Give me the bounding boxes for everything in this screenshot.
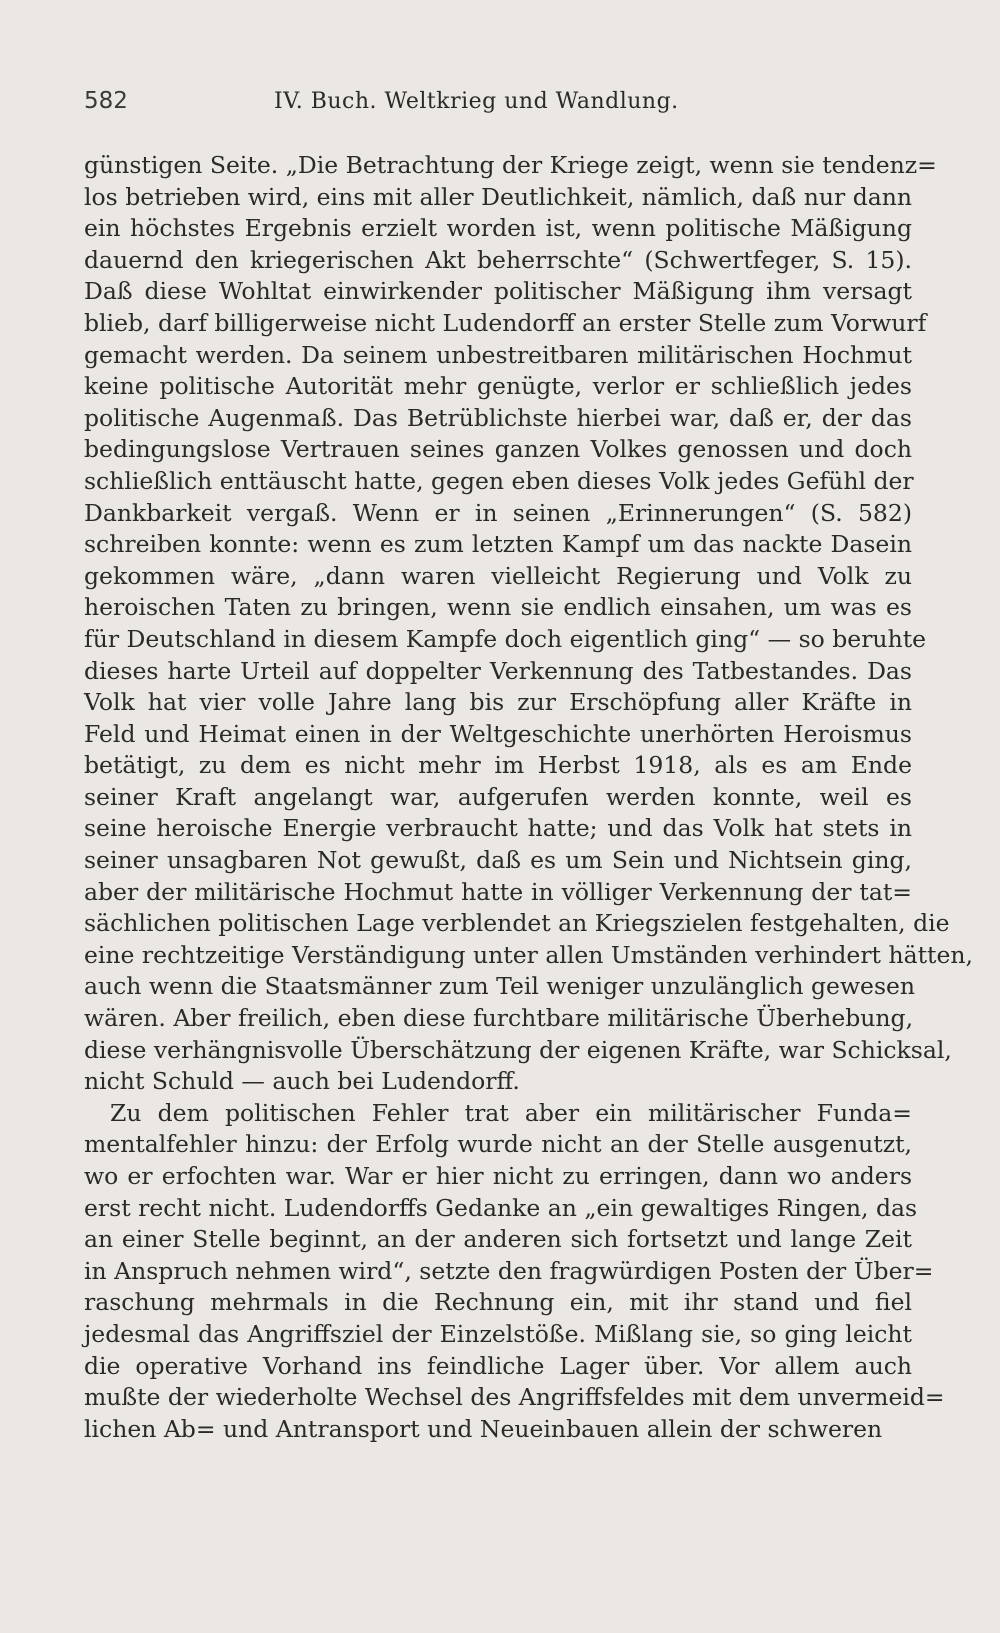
text-line: erst recht nicht. Ludendorffs Gedanke an „ein gewaltiges Ringen, das [84, 1193, 918, 1222]
text-line: in Anspruch nehmen wird“, setzte den fragwürdigen Posten der Über= [84, 1256, 934, 1285]
text-line: lichen Ab= und Antransport und Neueinbauen allein der schweren [84, 1414, 883, 1443]
text-line: schreiben konnte: wenn es zum letzten Kampf um das nackte Dasein [84, 530, 912, 559]
text-line: auch wenn die Staatsmänner zum Teil weniger unzulänglich gewesen [84, 972, 916, 1001]
text-line: dauernd den kriegerischen Akt beherrschte“ (Schwertfeger, S. 15). [84, 245, 912, 274]
paragraph [84, 150, 974, 1098]
text-line: dieses harte Urteil auf doppelter Verkennung des Tatbestandes. Das [84, 656, 912, 685]
text-line: aber der militärische Hochmut hatte in völliger Verkennung der tat= [84, 877, 912, 906]
text-line: sächlichen politischen Lage verblendet an Kriegszielen festgehalten, die [84, 909, 950, 938]
page-header [84, 88, 912, 130]
text-line: gemacht werden. Da seinem unbestreitbaren militärischen Hochmut [84, 340, 912, 369]
page-number: 582 [84, 88, 128, 114]
body-text [84, 150, 974, 1445]
text-line: Daß diese Wohltat einwirkender politischer Mäßigung ihm versagt [84, 277, 912, 306]
text-line: los betrieben wird, eins mit aller Deutlichkeit, nämlich, daß nur dann [84, 182, 913, 211]
text-line: diese verhängnisvolle Überschätzung der eigenen Kräfte, war Schicksal, [84, 1035, 952, 1064]
text-line: schließlich enttäuscht hatte, gegen eben dieses Volk jedes Gefühl der [84, 466, 914, 495]
text-line: seiner Kraft angelangt war, aufgerufen werden konnte, weil es [84, 782, 912, 811]
text-line: wären. Aber freilich, eben diese furchtbare militärische Überhebung, [84, 1004, 914, 1033]
text-line: Volk hat vier volle Jahre lang bis zur Erschöpfung aller Kräfte in [84, 688, 912, 717]
text-line: wo er erfochten war. War er hier nicht zu erringen, dann wo anders [84, 1162, 912, 1190]
text-line: für Deutschland in diesem Kampfe doch eigentlich ging“ — so beruhte [84, 624, 927, 653]
text-line: seiner unsagbaren Not gewußt, daß es um Sein und Nichtsein ging, [84, 846, 912, 875]
text-line: heroischen Taten zu bringen, wenn sie endlich einsahen, um was es [84, 593, 912, 622]
text-line: nicht Schuld — auch bei Ludendorff. [84, 1067, 520, 1096]
paragraph [84, 1098, 945, 1446]
text-line: mußte der wiederholte Wechsel des Angriffsfeldes mit dem unvermeid= [84, 1383, 945, 1412]
text-line: an einer Stelle beginnt, an der anderen sich fortsetzt und lange Zeit [84, 1225, 912, 1254]
text-line: Dankbarkeit vergaß. Wenn er in seinen „Erinnerungen“ (S. 582) [84, 498, 912, 527]
text-line: Zu dem politischen Fehler trat aber ein militärischer Funda= [110, 1098, 912, 1127]
text-line: die operative Vorhand ins feindliche Lager über. Vor allem auch [84, 1351, 912, 1380]
text-line: politische Augenmaß. Das Betrüblichste hierbei war, daß er, der das [84, 403, 912, 432]
text-line: raschung mehrmals in die Rechnung ein, mit ihr stand und fiel [84, 1288, 912, 1317]
text-line: gekommen wäre, „dann waren vielleicht Regierung und Volk zu [84, 561, 912, 590]
text-line: betätigt, zu dem es nicht mehr im Herbst 1918, als es am Ende [84, 751, 912, 780]
text-line: seine heroische Energie verbraucht hatte; und das Volk hat stets in [84, 814, 912, 843]
text-line: eine rechtzeitige Verständigung unter allen Umständen verhindert hätten, [84, 940, 974, 969]
text-line: jedesmal das Angriffsziel der Einzelstöße. Mißlang sie, so ging leicht [84, 1319, 912, 1348]
text-line: Feld und Heimat einen in der Weltgeschichte unerhörten Heroismus [84, 719, 912, 748]
text-line: keine politische Autorität mehr genügte, verlor er schließlich jedes [84, 372, 912, 401]
text-line: mentalfehler hinzu: der Erfolg wurde nicht an der Stelle ausgenutzt, [84, 1130, 912, 1159]
text-line: bedingungslose Vertrauen seines ganzen Volkes genossen und doch [84, 435, 912, 464]
text-line: blieb, darf billigerweise nicht Ludendorff an erster Stelle zum Vorwurf [84, 308, 927, 337]
text-line: günstigen Seite. „Die Betrachtung der Kriege zeigt, wenn sie tendenz= [84, 151, 937, 179]
running-title: IV. Buch. Weltkrieg und Wandlung. [274, 89, 679, 114]
text-line: ein höchstes Ergebnis erzielt worden ist, wenn politische Mäßigung [84, 214, 912, 243]
